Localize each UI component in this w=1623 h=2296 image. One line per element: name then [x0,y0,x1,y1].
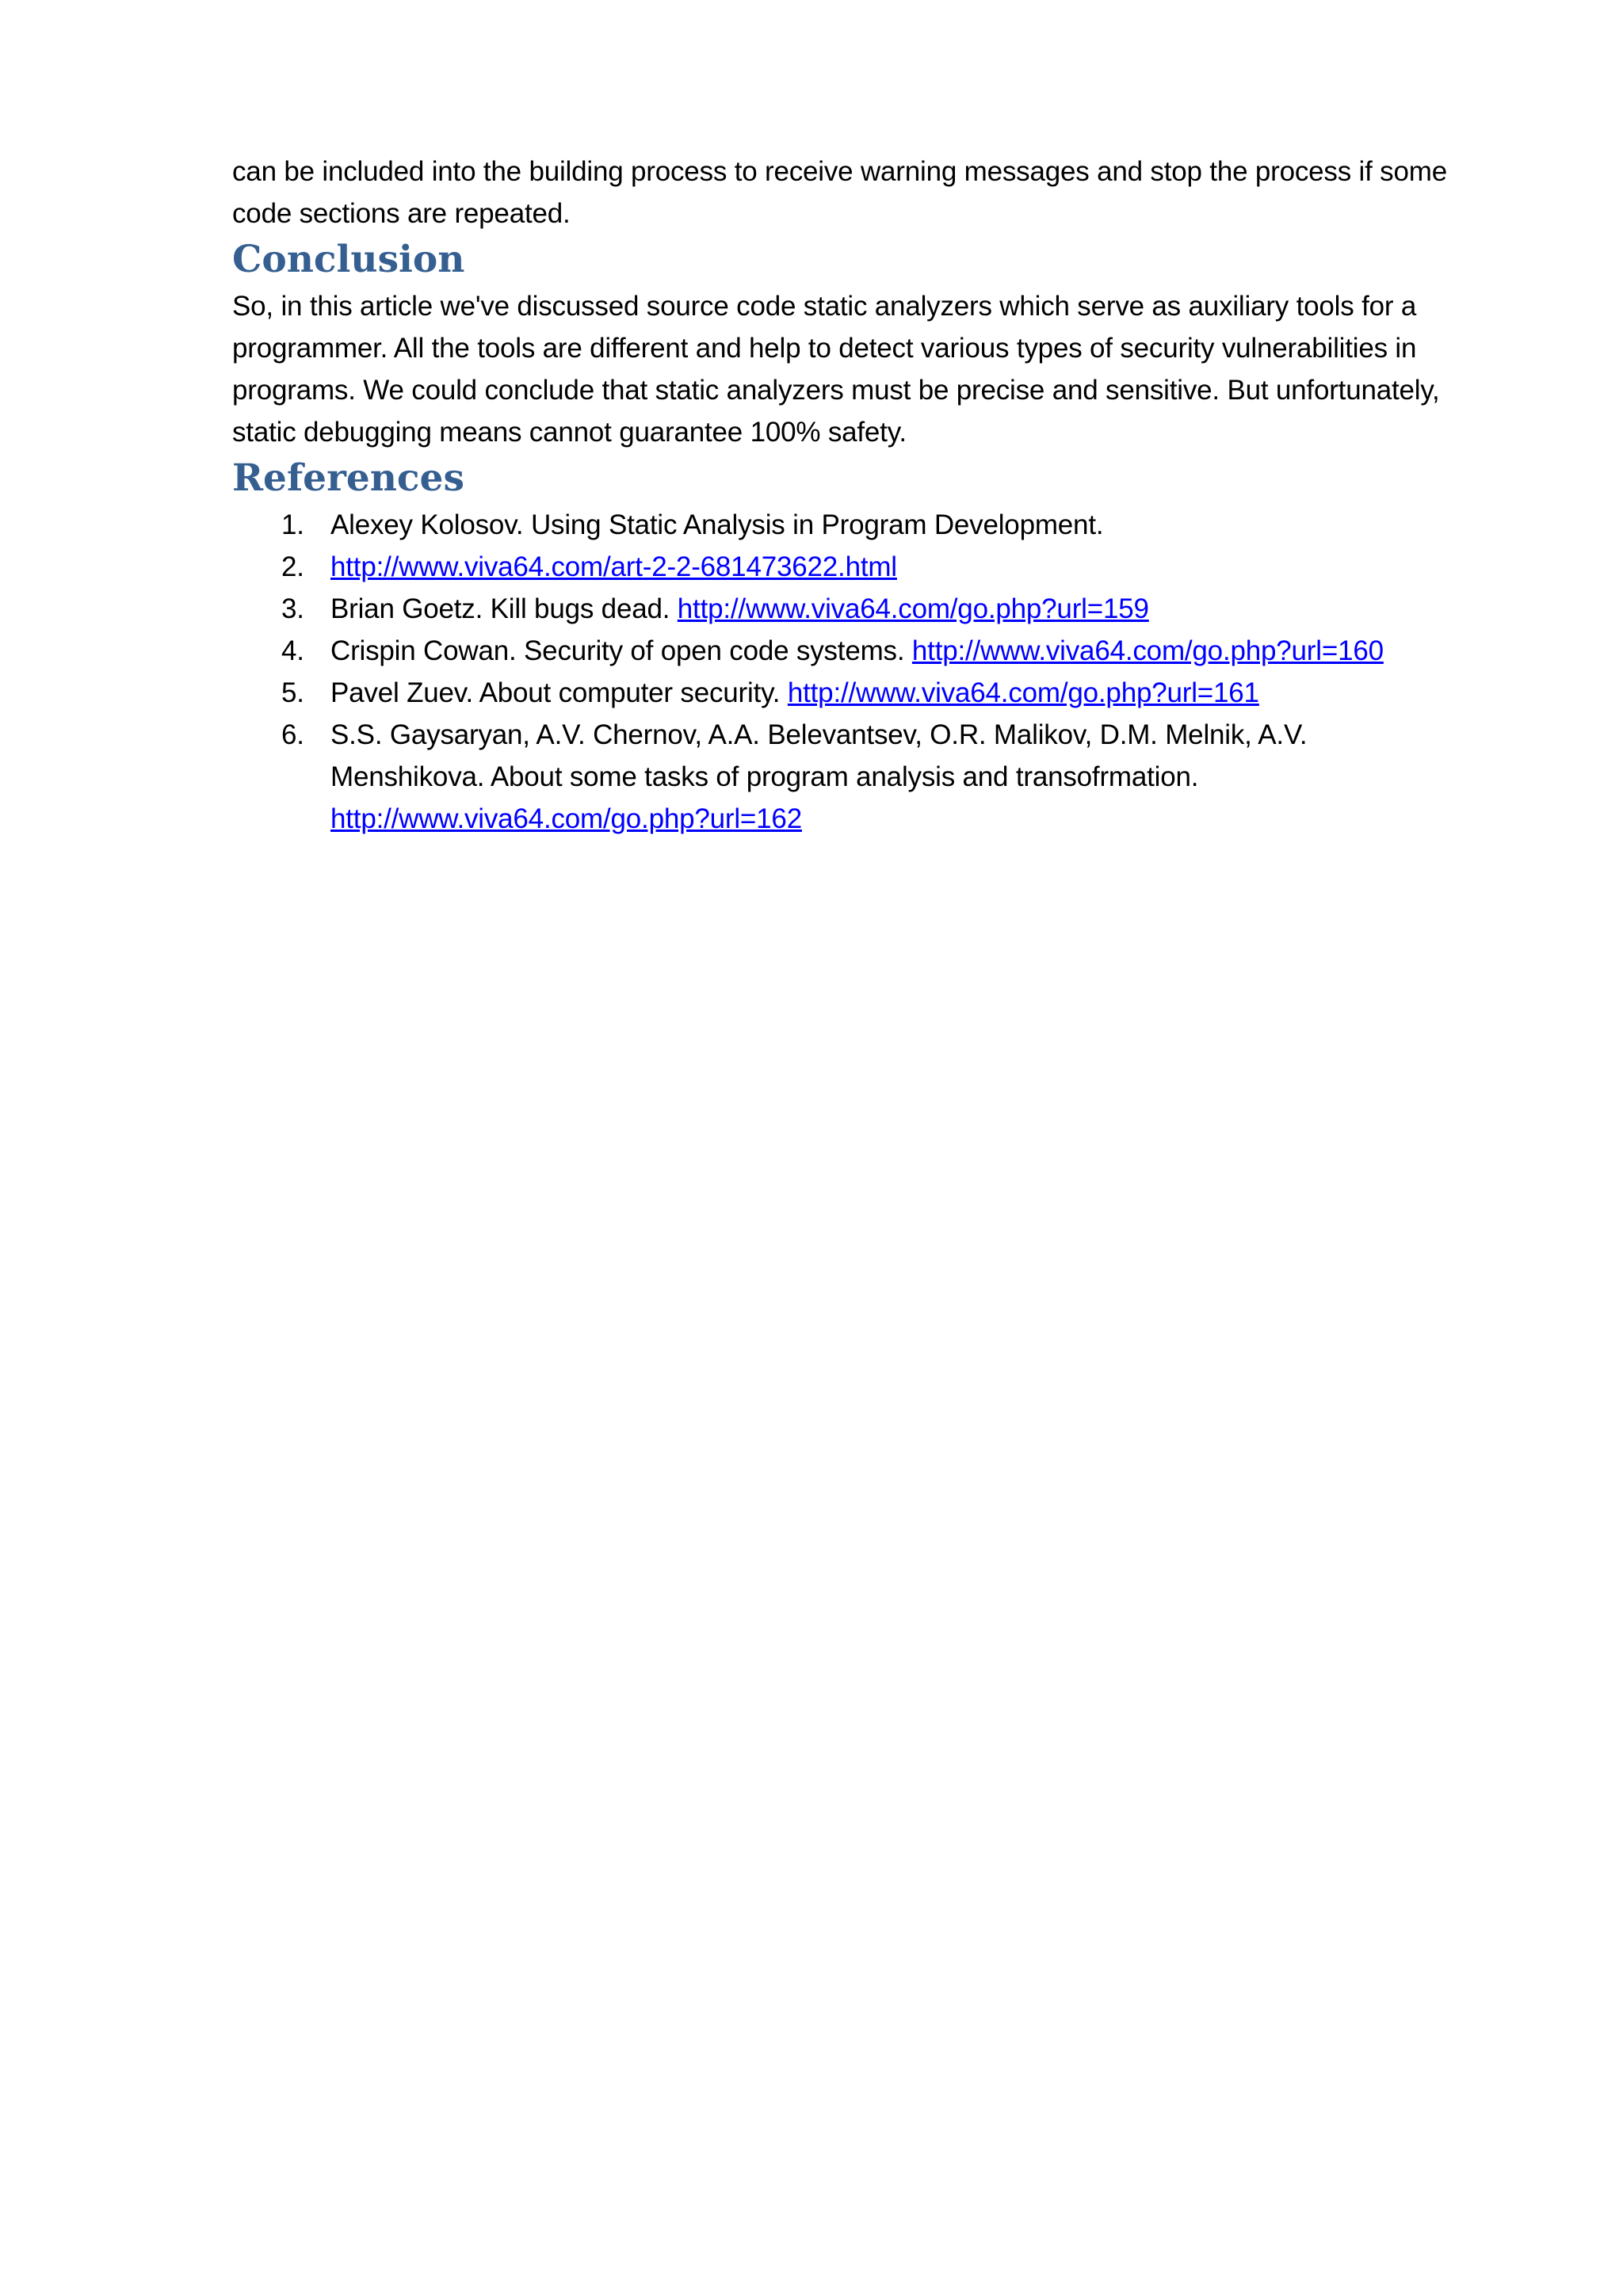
reference-item-4 [232,630,1468,672]
reference-number: 1. [281,509,304,540]
reference-link[interactable]: http://www.viva64.com/go.php?url=161 [787,677,1259,708]
references-heading: References [232,456,464,500]
reference-link[interactable]: http://www.viva64.com/go.php?url=159 [677,593,1149,624]
reference-number: 4. [281,635,304,666]
reference-text: Brian Goetz. Kill bugs dead. [330,593,678,624]
reference-link[interactable]: http://www.viva64.com/art-2-2-681473622.html [330,551,897,582]
references-list [232,504,1468,840]
reference-number: 6. [281,719,304,750]
reference-text: S.S. Gaysaryan, A.V. Chernov, A.A. Belevantsev, O.R. Malikov, D.M. Melnik, A.V. Menshikova. About some tasks of program analysis and transofrmation. [330,719,1308,792]
reference-number: 3. [281,593,304,624]
reference-number: 5. [281,677,304,708]
intro-paragraph: can be included into the building process to receive warning messages and stop the process if some code sections are repeated. [232,156,1447,229]
reference-item-6 [232,714,1468,840]
reference-text: Crispin Cowan. Security of open code systems. [330,635,912,666]
reference-text: Pavel Zuev. About computer security. [330,677,788,708]
reference-item-3 [232,588,1468,630]
conclusion-paragraph: So, in this article we've discussed source code static analyzers which serve as auxiliary tools for a programmer. All the tools are different and help to detect various types of security vulnerabilities in programs. We could conclude that static analyzers must be precise and sensitive. But unfortunately, static debugging means cannot guarantee 100% safety. [232,291,1440,448]
reference-item-1 [232,504,1468,546]
reference-number: 2. [281,551,304,582]
conclusion-heading: Conclusion [232,238,465,281]
reference-item-5 [232,672,1468,714]
page-content [232,151,1468,840]
reference-link[interactable]: http://www.viva64.com/go.php?url=162 [330,803,802,834]
reference-item-2 [232,546,1468,588]
reference-link[interactable]: http://www.viva64.com/go.php?url=160 [911,635,1384,666]
reference-text: Alexey Kolosov. Using Static Analysis in Program Development. [330,509,1104,540]
